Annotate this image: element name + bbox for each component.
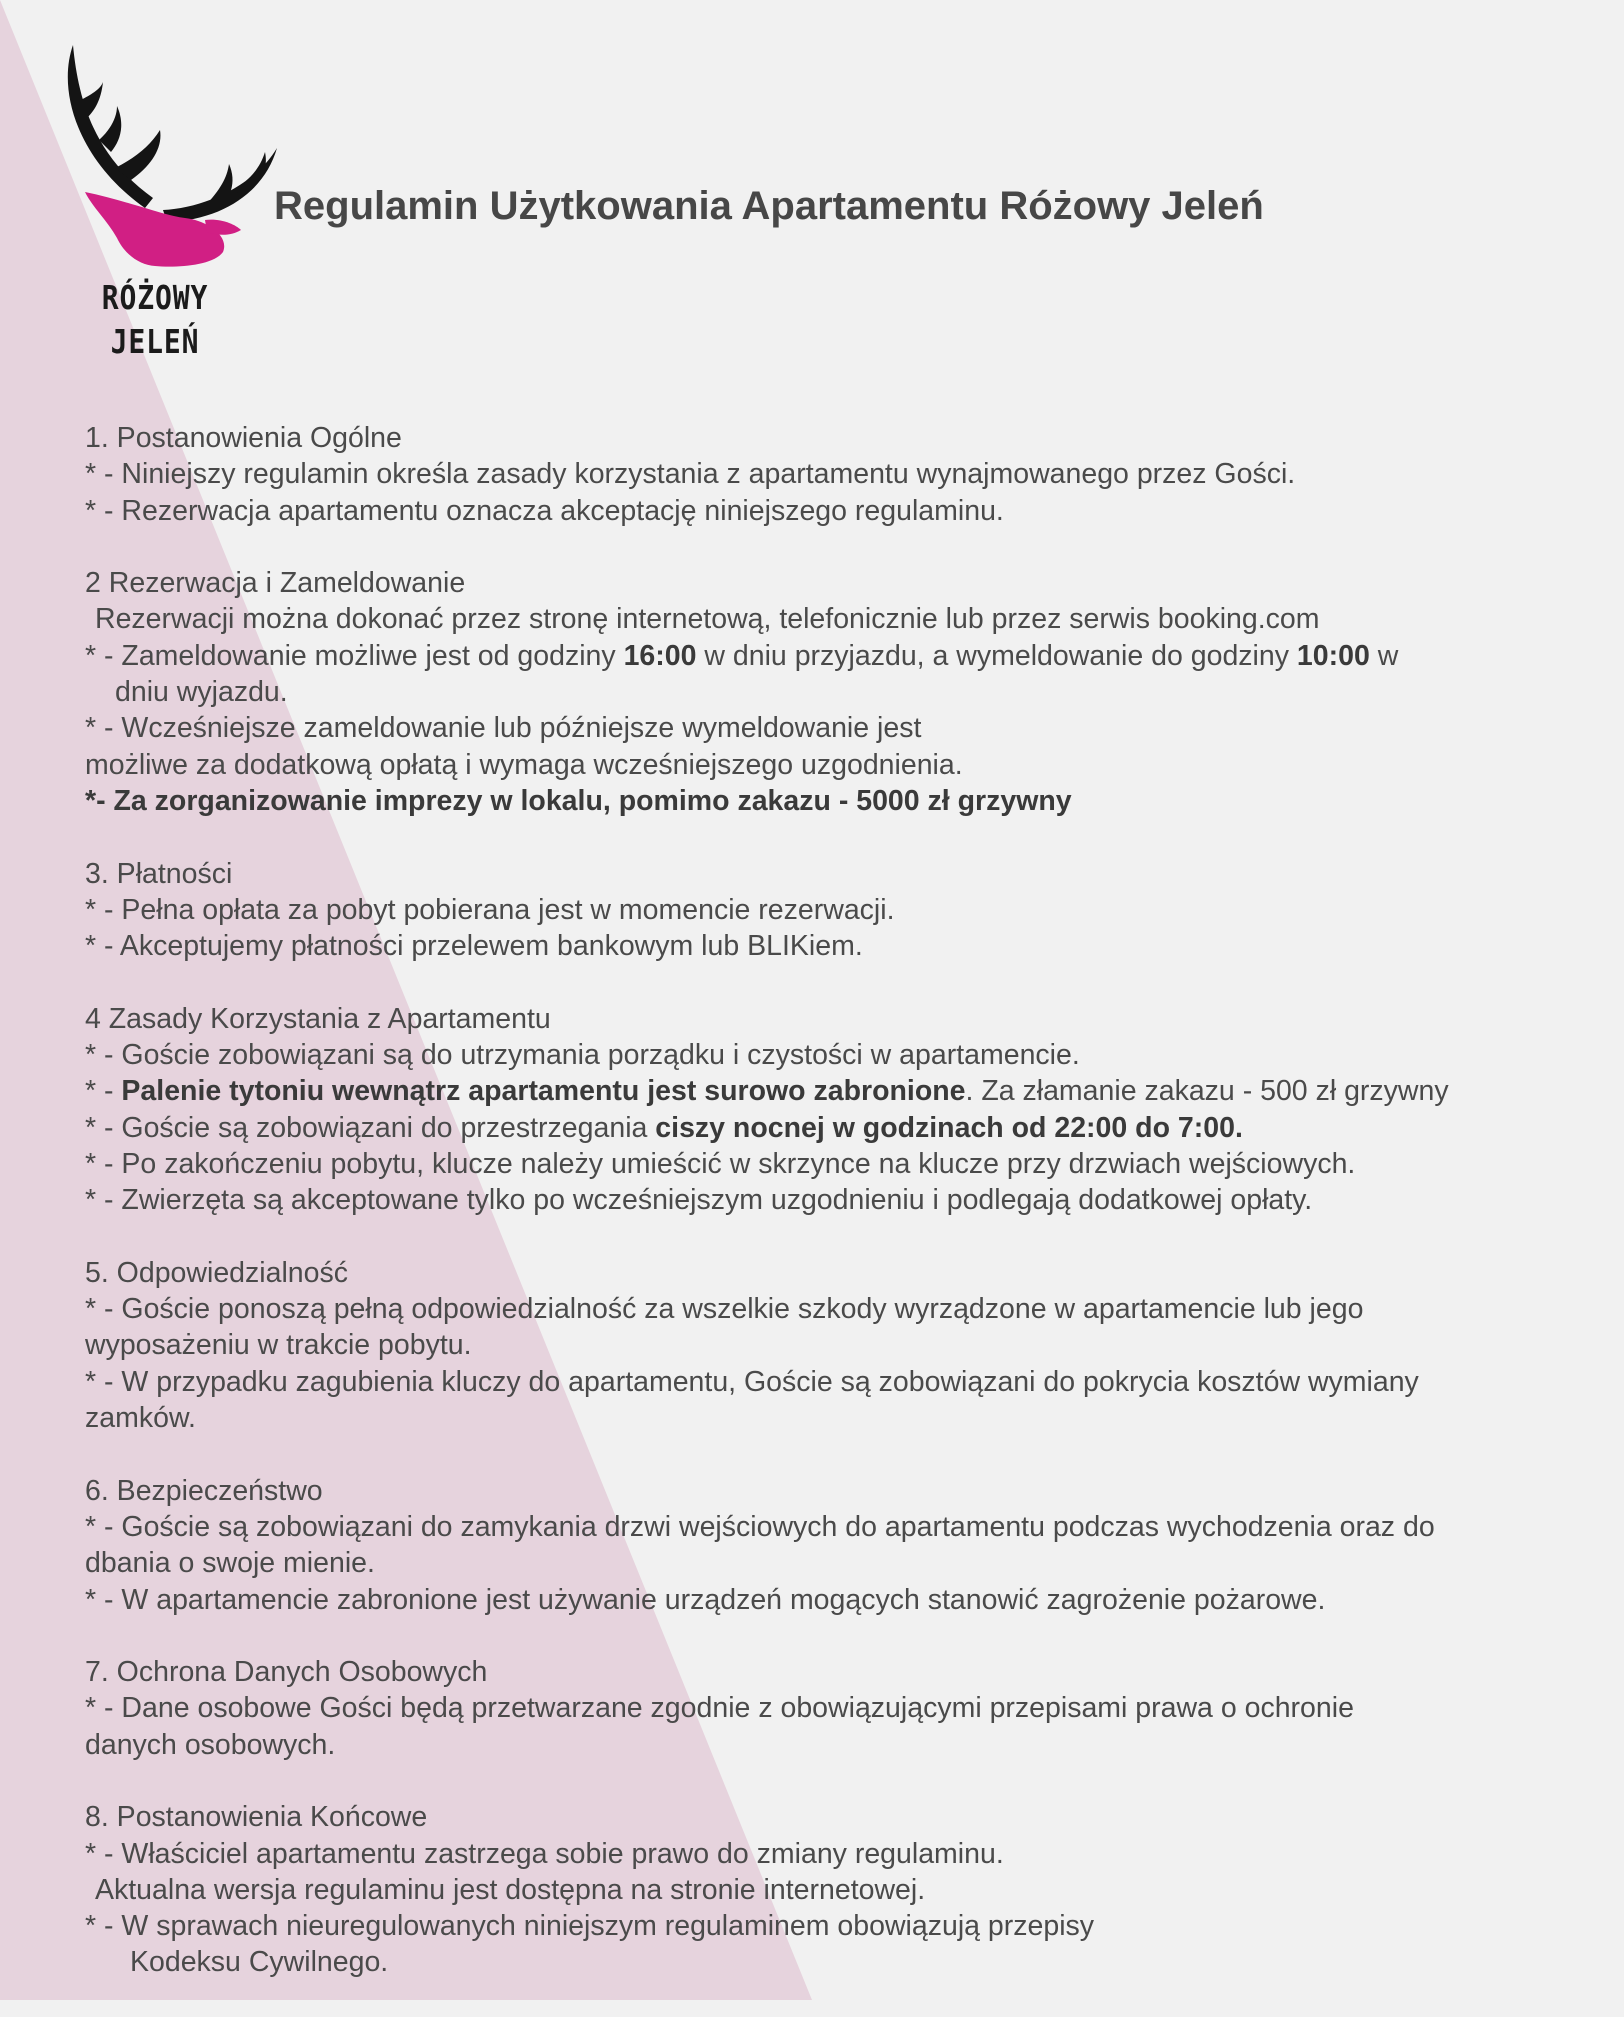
- section-heading: 8. Postanowienia Końcowe: [85, 1801, 428, 1834]
- text: w: [1369, 639, 1399, 672]
- list-item: * - Goście zobowiązani są do utrzymania porządku i czystości w apartamencie.: [85, 1039, 1080, 1072]
- list-item: * - Rezerwacja apartamentu oznacza akceptację niniejszego regulaminu.: [85, 494, 1004, 527]
- list-item: * - Zwierzęta są akceptowane tylko po wcześniejszym uzgodnieniu i podlegają dodatkowej opłaty.: [85, 1184, 1313, 1217]
- list-item-continuation: możliwe za dodatkową opłatą i wymaga wcześniejszego uzgodnienia.: [85, 748, 963, 781]
- section-heading: 6. Bezpieczeństwo: [85, 1474, 323, 1507]
- quiet-hours: ciszy nocnej w godzinach od 22:00 do 7:00.: [655, 1111, 1243, 1144]
- list-item: * - Pełna opłata za pobyt pobierana jest w momencie rezerwacji.: [85, 893, 895, 926]
- regulations-document: [85, 420, 1585, 2017]
- list-item: * - Akceptujemy płatności przelewem bankowym lub BLIKiem.: [85, 930, 863, 963]
- section-safety: [85, 1473, 1585, 1618]
- section-data-protection: [85, 1654, 1585, 1763]
- text: . Za złamanie zakazu - 500 zł grzywny: [965, 1075, 1449, 1108]
- smoking-ban: Palenie tytoniu wewnątrz apartamentu jest surowo zabronione: [121, 1075, 966, 1108]
- list-item: * - W sprawach nieuregulowanych niniejszym regulaminem obowiązują przepisy: [85, 1910, 1095, 1943]
- deer-head-icon: [55, 40, 295, 270]
- list-item: * - Wcześniejsze zameldowanie lub późniejsze wymeldowanie jest: [85, 712, 922, 745]
- text: * - Goście są zobowiązani do przestrzegania: [85, 1111, 656, 1144]
- list-item-continuation: Kodeksu Cywilnego.: [130, 1946, 389, 1979]
- checkout-time: 10:00: [1296, 639, 1370, 672]
- list-item-continuation: zamków.: [85, 1402, 196, 1435]
- list-item-continuation: dbania o swoje mienie.: [85, 1547, 375, 1580]
- list-item: * - W apartamencie zabronione jest używanie urządzeń mogących stanowić zagrożenie pożarowe.: [85, 1583, 1326, 1616]
- section-heading: 4 Zasady Korzystania z Apartamentu: [85, 1002, 551, 1035]
- section-usage-rules: [85, 1001, 1585, 1219]
- section-reservation: [85, 565, 1585, 819]
- list-item-continuation: Aktualna wersja regulaminu jest dostępna na stronie internetowej.: [95, 1873, 926, 1906]
- logo-text-line1: RÓŻOWY: [101, 278, 209, 317]
- logo-text-line2: JELEŃ: [110, 322, 200, 361]
- list-item-continuation: danych osobowych.: [85, 1728, 336, 1761]
- list-item: * - Goście ponoszą pełną odpowiedzialność za wszelkie szkody wyrządzone w apartamencie lub jego: [85, 1293, 1364, 1326]
- list-item: [85, 1110, 1585, 1146]
- text: * - Zameldowanie możliwe jest od godziny: [85, 639, 624, 672]
- list-item-continuation: dniu wyjazdu.: [115, 676, 288, 709]
- section-liability: [85, 1255, 1585, 1436]
- list-item: * - W przypadku zagubienia kluczy do apartamentu, Goście są zobowiązani do pokrycia kosztów wymiany: [85, 1365, 1419, 1398]
- checkin-time: 16:00: [623, 639, 697, 672]
- list-item-continuation: wyposażeniu w trakcie pobytu.: [85, 1329, 472, 1362]
- page-title: Regulamin Użytkowania Apartamentu Różowy Jeleń: [274, 184, 1264, 228]
- section-payments: [85, 856, 1585, 965]
- list-item: * - Goście są zobowiązani do zamykania drzwi wejściowych do apartamentu podczas wychodzenia oraz do: [85, 1510, 1435, 1543]
- text: * -: [85, 1075, 122, 1108]
- list-item: * - Po zakończeniu pobytu, klucze należy umieścić w skrzynce na klucze przy drzwiach wejściowych.: [85, 1147, 1356, 1180]
- party-fine-notice: *- Za zorganizowanie imprezy w lokalu, pomimo zakazu - 5000 zł grzywny: [85, 784, 1072, 817]
- list-item: * - Niniejszy regulamin określa zasady korzystania z apartamentu wynajmowanego przez Gości.: [85, 458, 1296, 491]
- list-item: [85, 638, 1585, 674]
- list-item: * - Dane osobowe Gości będą przetwarzane zgodnie z obowiązującymi przepisami prawa o ochronie: [85, 1692, 1354, 1725]
- section-final-provisions: [85, 1799, 1585, 1980]
- list-item: [85, 1073, 1585, 1109]
- paragraph: Rezerwacji można dokonać przez stronę internetową, telefonicznie lub przez serwis booking.com: [95, 603, 1320, 636]
- section-general-provisions: [85, 420, 1585, 529]
- text: w dniu przyjazdu, a wymeldowanie do godziny: [696, 639, 1297, 672]
- section-heading: 7. Ochrona Danych Osobowych: [85, 1656, 488, 1689]
- section-heading: 1. Postanowienia Ogólne: [85, 422, 402, 454]
- section-heading: 5. Odpowiedzialność: [85, 1256, 348, 1289]
- list-item: * - Właściciel apartamentu zastrzega sobie prawo do zmiany regulaminu.: [85, 1837, 1004, 1870]
- section-heading: 3. Płatności: [85, 857, 233, 890]
- section-heading: 2 Rezerwacja i Zameldowanie: [85, 567, 466, 600]
